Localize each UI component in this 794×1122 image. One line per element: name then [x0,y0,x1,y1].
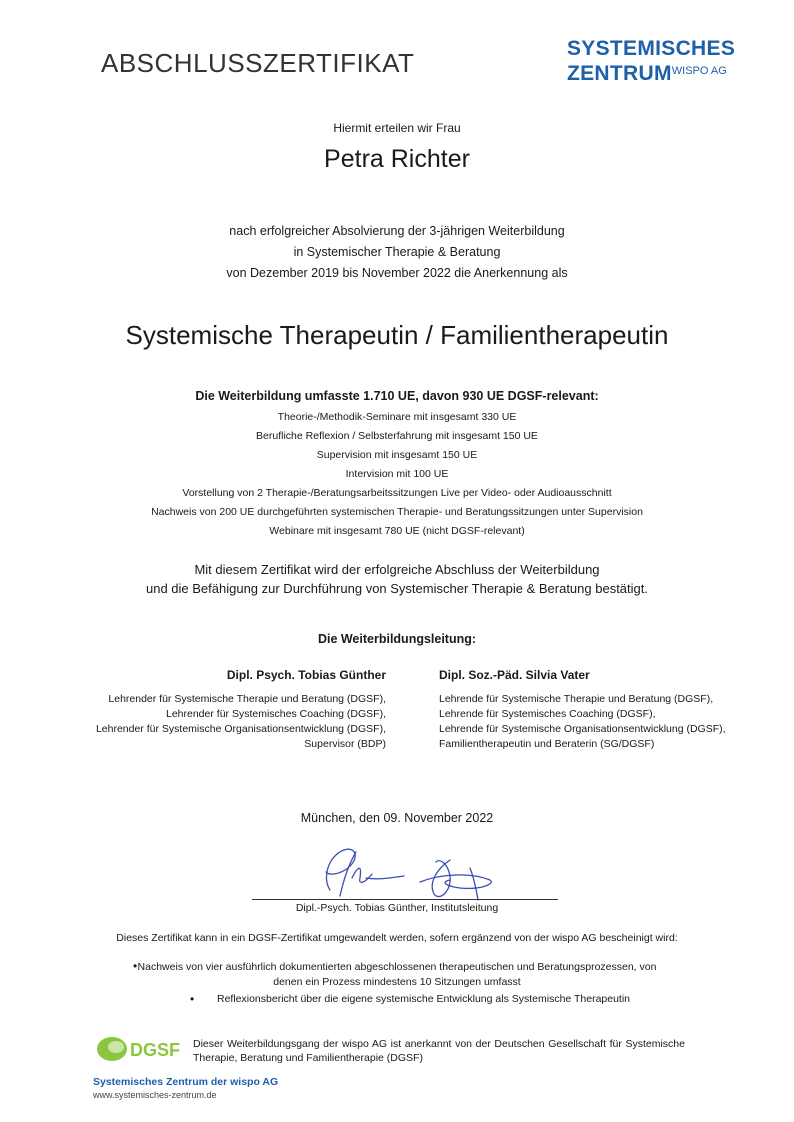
credential: Lehrende für Systemische Therapie und Beratung (DGSF), [439,693,714,705]
scope-item: Intervision mit 100 UE [345,468,449,480]
scope-heading: Die Weiterbildung umfasste 1.710 UE, davon 930 UE DGSF-relevant: [195,389,599,403]
leadership-heading: Die Weiterbildungsleitung: [317,632,477,646]
credential: Lehrender für Systemische Organisationsentwicklung (DGSF), [95,723,386,735]
recipient-name: Petra Richter [324,145,470,173]
logo-line-2 [567,60,737,85]
signature-line [252,899,558,900]
credential: Lehrende für Systemisches Coaching (DGSF), [439,708,656,720]
body-line: nach erfolgreicher Absolvierung der 3-jährigen Weiterbildung [229,224,565,238]
body-line: in Systemischer Therapie & Beratung [293,245,501,259]
systemisches-zentrum-logo [567,38,737,85]
leader-left-credentials [96,692,386,752]
leader-left-name: Dipl. Psych. Tobias Günther [226,668,386,682]
confirmation-line: Mit diesem Zertifikat wird der erfolgreiche Abschluss der Weiterbildung [194,562,600,577]
footer-website: www.systemisches-zentrum.de [93,1090,217,1100]
scope-item: Webinare mit insgesamt 780 UE (nicht DGSF-relevant) [269,525,525,537]
handwritten-signature [300,838,510,908]
document-title: ABSCHLUSSZERTIFIKAT [101,48,415,78]
logo-line-1: SYSTEMISCHES [567,37,736,60]
signature-caption: Dipl.-Psych. Tobias Günther, Institutsleitung [295,902,499,914]
leader-right-credentials [439,692,726,752]
credential: Lehrende für Systemische Organisationsentwicklung (DGSF), [439,723,726,735]
leader-right-name: Dipl. Soz.-Päd. Silvia Vater [439,668,590,682]
place-date: München, den 09. November 2022 [300,811,494,825]
body-line: von Dezember 2019 bis November 2022 die Anerkennung als [226,266,568,280]
recognition-statement: Dieser Weiterbildungsgang der wispo AG ist anerkannt von der Deutschen Gesellschaft für Systemische Therapie, Beratung und Familientherapie (DGSF) [193,1038,685,1064]
conversion-bullet-1-line-2: denen ein Prozess mindestens 10 Sitzungen umfasst [273,976,521,988]
confirmation-line: und die Befähigung zur Durchführung von Systemischer Therapie & Beratung bestätigt. [145,581,648,596]
awarded-title: Systemische Therapeutin / Familientherapeutin [125,320,669,350]
intro-line: Hiermit erteilen wir Frau [333,121,461,135]
footer-organization: Systemisches Zentrum der wispo AG [93,1076,279,1088]
dgsf-logo-text: DGSF [130,1040,181,1060]
scope-item: Nachweis von 200 UE durchgeführten systemischen Therapie- und Beratungssitzungen unter Supervision [151,506,643,518]
scope-item: Theorie-/Methodik-Seminare mit insgesamt 330 UE [277,411,517,423]
credential: Lehrender für Systemische Therapie und Beratung (DGSF), [108,693,386,705]
bullet-icon: • [190,992,195,1006]
conversion-bullet-1-line-1: Nachweis von vier ausführlich dokumentierten abgeschlossenen therapeutischen und Beratungsprozessen, von [137,961,657,973]
logo-suffix: WISPO AG [671,65,727,77]
credential: Supervisor (BDP) [304,738,386,750]
bullet-text: Reflexionsbericht über die eigene systemische Entwicklung als Systemische Therapeutin [217,993,631,1005]
scope-item: Vorstellung von 2 Therapie-/Beratungsarbeitssitzungen Live per Video- oder Audioausschnitt [182,487,612,499]
conversion-note: Dieses Zertifikat kann in ein DGSF-Zertifikat umgewandelt werden, sofern ergänzend von der wispo AG bescheinigt wird: [116,932,678,944]
bullet-icon: • [133,959,138,973]
scope-item: Supervision mit insgesamt 150 UE [316,449,478,461]
credential: Familientherapeutin und Beraterin (SG/DGSF) [439,738,655,750]
dgsf-logo [94,1032,186,1066]
credential: Lehrender für Systemisches Coaching (DGSF), [165,708,386,720]
scope-item: Berufliche Reflexion / Selbsterfahrung mit insgesamt 150 UE [256,430,538,442]
logo-word: ZENTRUM [567,62,672,85]
